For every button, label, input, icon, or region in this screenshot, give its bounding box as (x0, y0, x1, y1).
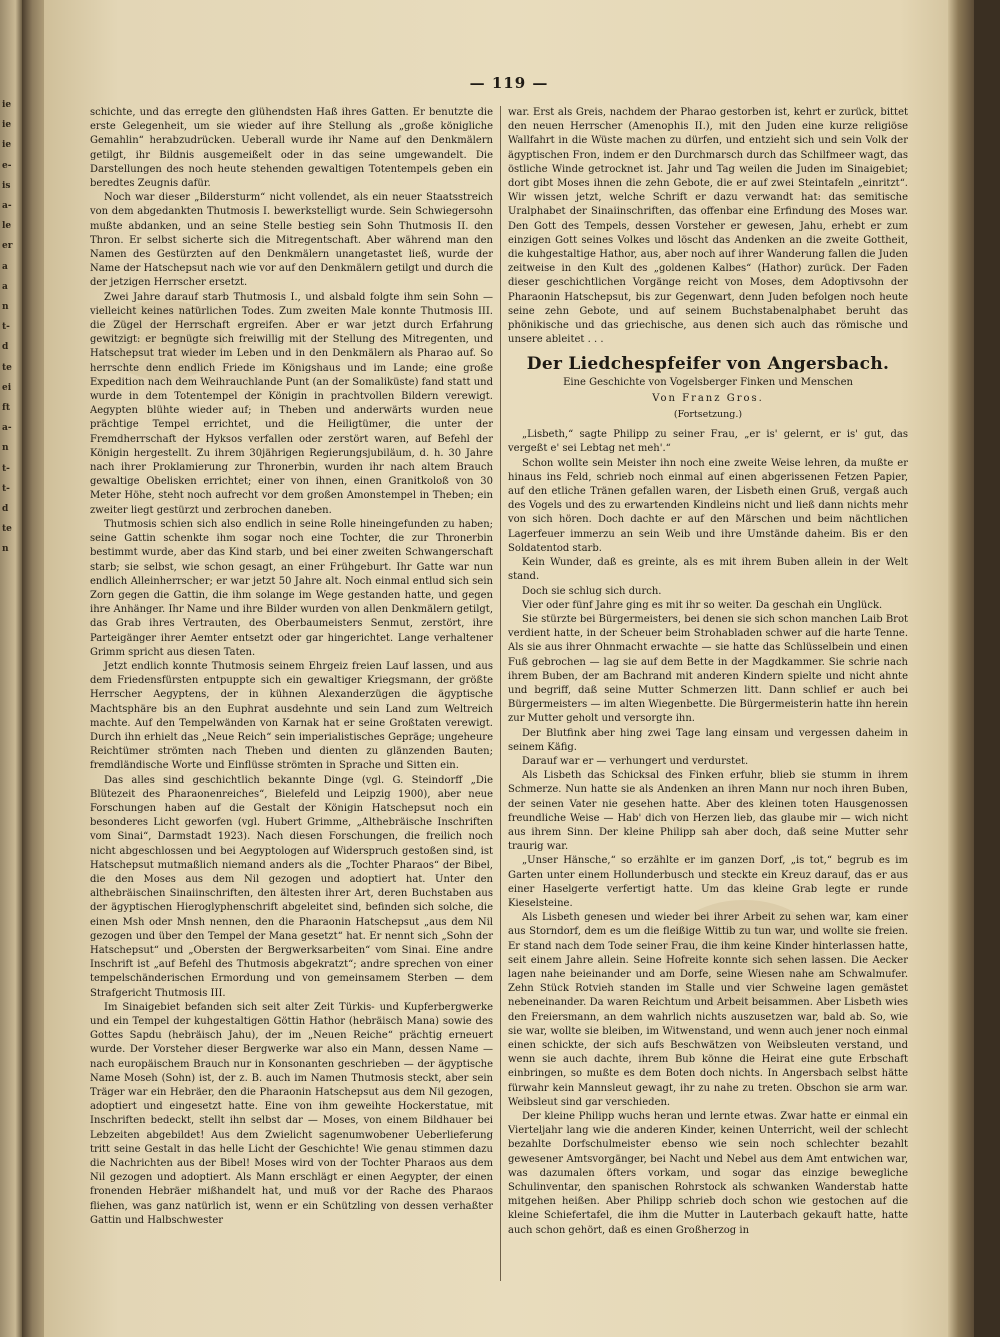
column-divider (500, 106, 501, 1281)
story-paragraph: Kein Wunder, daß es greinte, als es mit ihrem Buben allein in der Welt stand. (508, 557, 908, 583)
story-paragraph: Darauf war er — verhungert und verdurstet. (522, 755, 749, 767)
article-paragraph: war. Erst als Greis, nachdem der Pharao gestorben ist, kehrt er zurück, bittet den neuen Herrscher (Amenophis II.), mit den Juden eine kurze religiöse Wallfahrt in die Wüste machen zu dürfen, und entzieht sich und sein Volk der ägyptischen Fron, indem er den Durchmarsch durch das Schilfmeer wagt, das östliche Winde getrocknet ist. Jahr und Tag weilen die Juden im Sinaigebiet; dort gibt Moses ihnen die zehn Gebote, die er auf zwei Steintafeln „einritzt“. Wir wissen jetzt, welche Schrift er dazu verwandt hat: das semitische Uralphabet der Sinaiinschriften, das offenbar eine Erfindung des Moses war. Den Gott des Tempels, dessen Vorsteher er gewesen, Jahu, erhebt er zum einzigen Gott seines Volkes und löscht das Andenken an die zweite Gottheit, die kuhgestaltige Hathor, aus, aber noch auf ihrer Wanderung fallen die Juden zeitweise in den Kult des „goldenen Kalbes“ (Hathor) zurück. Der Faden dieser geschichtlichen Vorgänge reicht von Moses, dem Adoptivsohn der Pharaonin Hatschepsut, bis zur Gegenwart, denn Juden befolgen noch heute seine zehn Gebote, und auf seinem Buchstabenalphabet beruht das phönikische und das griechische, aus denen sich auch das römische und unsere ableitet . . . (508, 107, 908, 346)
article-paragraph: Jetzt endlich konnte Thutmosis seinem Ehrgeiz freien Lauf lassen, und aus dem Friedensfürsten entpuppte sich ein gewaltiger Kriegsmann, der größte Herrscher Aegyptens, der in kühnen Alexanderzügen die ägyptische Machtsphäre bis an den Euphrat ausdehnte und sein Land zum Weltreich machte. Auf den Tempelwänden von Karnak hat er seine Großtaten verewigt. Durch ihn erhielt das „Neue Reich“ sein imperialistisches Gepräge; ungeheure Reichtümer strömten nach Theben und dienten zu glänzenden Bauten; fremdländische Worte und Einflüsse strömten in Sprache und Sitten ein. (90, 660, 493, 772)
previous-page-edge (0, 0, 22, 1337)
article-paragraph: Noch war dieser „Bildersturm“ nicht vollendet, als ein neuer Staatsstreich von dem abgedankten Thutmosis I. bewerkstelligt wurde. Sein Schwiegersohn mußte abdanken, und an seine Stelle bestieg sein Sohn Thutmosis II. den Thron. Er selbst sicherte sich die Mitregentschaft. Aber während man den Namen des Gestürzten auf den Denkmälern unangetastet ließ, wurde der Name der Hatschepsut nach wie vor auf den Denkmälern getilgt und durch die der jetzigen Herrscher ersetzt. (90, 192, 493, 289)
story-paragraph: Schon wollte sein Meister ihn noch eine zweite Weise lehren, da mußte er hinaus ins Feld, schrieb noch einmal auf einen abgerissenen Fetzen Papier, auf den etliche Tränen gefallen waren, der Lisbeth einen Gruß, vergaß auch des Vogels und des zu erwartenden Kindleins nicht und ließ dann nichts mehr von sich hören. Doch dachte er auf den Märschen und beim nächtlichen Lagerfeuer immerzu an sein Weib und ihre Umstände daheim. Bis er den Soldatentod starb. (508, 457, 908, 554)
previous-page-fragments: ie ie ie e- is a- le er a a n t- d te ei ft a- n t- t- d te n (2, 100, 13, 555)
story-paragraph: Als Lisbeth das Schicksal des Finken erfuhr, blieb sie stumm in ihrem Schmerze. Nun hatte sie als Andenken an ihren Mann nur noch ihren Buben, der seinen Vater nie gesehen hatte. Aber des kleinen toten Hausgenossen freundliche Weise — Hab' dich von Herzen lieb, das glaube mir — wich nicht aus ihrem Sinn. Der kleine Philipp sah aber doch, daß seine Mutter sehr traurig war. (508, 770, 908, 853)
story-paragraph: „Unser Hänsche,“ so erzählte er im ganzen Dorf, „is tot,“ begrub es im Garten unter einem Hollunderbusch und steckte ein Kreuz darauf, das er aus einer Haselgerte verfertigt hatte. Um das kleine Grab legte er runde Kieselsteine. (508, 855, 908, 909)
story-paragraph: Als Lisbeth genesen und wieder bei ihrer Arbeit zu sehen war, kam einer aus Storndorf, dem es um die fleißige Wittib zu tun war, und wollte sie freien. Er stand nach dem Tode seiner Frau, die ihm keine Kinder hinterlassen hatte, seit einem Jahre allein. Seine Hofreite konnte sich sehen lassen. Die Aecker lagen nahe beieinander und am Dorfe, seine Wiesen nahe am Schwalmufer. Zehn Stück Rotvieh standen im Stalle und vier Schweine lagen gemästet nebeneinander. Da waren Reichtum und Arbeit beisammen. Aber Lisbeth wies den Freiersmann, an dem wahrlich nichts auszusetzen war, bald ab. So, wie sie war, wollte sie bleiben, im Witwenstand, und wenn auch jener noch einmal einen schickte, der sich aufs Beschwätzen von Weibsleuten verstand, und wenn sie auch dachte, ihrem Bub könne die Heirat eine gute Erbschaft einbringen, so mußte es dem Boten doch nichts. In Angersbach selbst hätte fürwahr kein Mannsleut gewagt, ihr zu nahe zu treten. Obschon sie arm war. Weibsleut sind gar verschieden. (508, 912, 908, 1108)
page-right-edge (948, 0, 974, 1337)
page-number: — 119 — (469, 74, 549, 92)
article-paragraph: Im Sinaigebiet befanden sich seit alter Zeit Türkis- und Kupferbergwerke und ein Tempel der kuhgestaltigen Göttin Hathor (hebräisch Mana) sowie des Gottes Sapdu (hebräisch Jahu), der im „Neuen Reiche“ prächtig erneuert wurde. Der Vorsteher dieser Bergwerke war also ein Mann, dessen Name — nach europäischem Brauch nur in Konsonanten geschrieben — der ägyptische Name Moseh (Sohn) ist, der z. B. auch im Namen Thutmosis steckt, aber sein Träger war ein Hebräer, den die Pharaonin Hatschepsut aus dem Nil gezogen, adoptiert und eingesetzt hatte. Eine von ihm geweihte Hockerstatue, mit Inschriften bedeckt, stellt ihn selbst dar — Moses, von einem Bildhauer bei Lebzeiten abgebildet! Aus dem Zwielicht sagenumwobener Ueberlieferung tritt seine Gestalt in das helle Licht der Geschichte! Wie genau stimmen dazu die Nachrichten aus der Bibel! Moses wird von der Tochter Pharaos aus dem Nil gezogen und adoptiert. Als Mann erschlägt er einen Aegypter, der einen fronenden Hebräer mißhandelt hat, und muß vor der Rache des Pharaos fliehen, was ganz natürlich ist, wenn er ein Schützling von dessen verhaßter Gattin und Halbschwester (90, 1001, 493, 1226)
right-column (508, 106, 908, 1296)
article-paragraph: schichte, und das erregte den glühendsten Haß ihres Gatten. Er benutzte die erste Gelegenheit, um sie wieder auf ihre Stellung als „große königliche Gemahlin“ herabzudrücken. Ueberall wurde ihr Name auf den Denkmälern getilgt, ihr Bildnis ausgemeißelt oder in das seine umgewandelt. Die Darstellungen des noch heute stehenden gewaltigen Totentempels geben ein beredtes Zeugnis dafür. (90, 107, 493, 190)
story-paragraph: „Lisbeth,“ sagte Philipp zu seiner Frau, „er is' gelernt, er is' gut, das vergeßt e' sei Lebtag net meh'.“ (508, 429, 908, 455)
story-title: Der Liedchespfeifer von Angersbach. (526, 354, 890, 375)
page (44, 0, 974, 1337)
story-author: Von Franz Gros. (652, 392, 764, 404)
story-subtitle: Eine Geschichte von Vogelsberger Finken und Menschen (563, 376, 853, 388)
story-paragraph: Der Blutfink aber hing zwei Tage lang einsam und vergessen daheim in seinem Käfig. (508, 727, 908, 753)
story-continuation-note: (Fortsetzung.) (673, 409, 743, 421)
story-paragraph: Vier oder fünf Jahre ging es mit ihr so weiter. Da geschah ein Unglück. (522, 599, 883, 611)
story-paragraph: Der kleine Philipp wuchs heran und lernte etwas. Zwar hatte er einmal ein Vierteljahr lang wie die anderen Kinder, keinen Unterricht, weil der schlecht bezahlte Dorfschulmeister ebenso wie sein noch schlechter bezahlt gewesener Amtsvorgänger, bei Nacht und Nebel aus dem Amt entwichen war, was dazumalen öfters vorkam, und sogar das einzige bewegliche Schulinventar, den spanischen Rohrstock als schwanken Wanderstab hatte mitgehen heißen. Aber Philipp schrieb doch schon wie gestochen auf die kleine Schiefertafel, die ihm die Mutter in Lauterbach gekauft hatte, hatte auch schon gehört, daß es einen Großherzog in (508, 1111, 908, 1236)
article-paragraph: Thutmosis schien sich also endlich in seine Rolle hineingefunden zu haben; seine Gattin schenkte ihm sogar noch eine Tochter, die zur Thronerbin bestimmt wurde, aber das Kind starb, und bei einer zweiten Schwangerschaft starb; sie selbst, wie schon gesagt, an einer Frühgeburt. Ihr Gatte war nun endlich Alleinherrscher; er war jetzt 50 Jahre alt. Noch einmal entlud sich sein Zorn gegen die Gattin, die ihm solange im Wege gestanden hatte, und gegen ihre Anhänger. Ihr Name und ihre Bilder wurden von allen Denkmälern getilgt, das Grab ihres Vertrauten, des Oberbaumeisters Senmut, zerstört, ihre Parteigänger ihrer Aemter entsetzt oder gar hingerichtet. Lange verhaltener Grimm spricht aus diesen Taten. (90, 518, 493, 658)
article-paragraph: Zwei Jahre darauf starb Thutmosis I., und alsbald folgte ihm sein Sohn — vielleicht keines natürlichen Todes. Zum zweiten Male konnte Thutmosis III. die Zügel der Herrschaft ergreifen. Aber er war jetzt durch Erfahrung gewitzigt: er begnügte sich freiwillig mit der Stellung des Mitregenten, und Hatschepsut trat wieder im Leben und in den Denkmälern als Pharao auf. So herrschte denn endlich Friede im Königshaus und im Lande; eine große Expedition nach dem Weihrauchlande Punt (an der Somaliküste) fand statt und wurde in dem Totentempel der Königin in prachtvollen Bildern verewigt. Aegypten blühte wieder auf; in Theben und anderwärts wurden neue prächtige Tempel errichtet, und die Heiligtümer, die unter der Fremdherrschaft der Hyksos verfallen oder zerstört waren, auf Befehl der Königin hergestellt. Zu ihrem 30jährigen Regierungsjubiläum, d. h. 30 Jahre nach ihrer Proklamierung zur Thronerbin, wurden ihr nach altem Brauch gewaltige Obelisken errichtet; einer von ihnen, einen Granitkoloß von 30 Meter Höhe, steht noch aufrecht vor dem großen Amonstempel in Theben; ein zweiter liegt gestürzt und zerbrochen daneben. (90, 291, 493, 516)
story-paragraph: Sie stürzte bei Bürgermeisters, bei denen sie sich schon manchen Laib Brot verdient hatte, in der Scheuer beim Strohabladen schwer auf die harte Tenne. Als sie aus ihrer Ohnmacht erwachte — sie hatte das Schlüsselbein und einen Fuß gebrochen — lag sie auf dem Bette in der Magdkammer. Sie schrie nach ihrem Buben, der am Bachrand mit anderen Kindern spielte und nicht ahnte und begriff, daß seine Mutter Schmerzen litt. Dann schlief er auch bei Bürgermeisters — im alten Wiegenbette. Die Bürgermeisterin hatte ihn herein zur Mutter geholt und versorgte ihn. (508, 613, 908, 725)
article-paragraph: Das alles sind geschichtlich bekannte Dinge (vgl. G. Steindorff „Die Blütezeit des Pharaonenreiches“, Bielefeld und Leipzig 1900), aber neue Forschungen haben auf die Gestalt der Königin Hatschepsut noch ein besonderes Licht geworfen (vgl. Hubert Grimme, „Althebräische Inschriften vom Sinai“, Darmstadt 1923). Nach diesen Forschungen, die freilich noch nicht abgeschlossen und bei Aegyptologen auf Widerspruch gestoßen sind, ist Hatschepsut mutmaßlich niemand anders als die „Tochter Pharaos“ der Bibel, die den Moses aus dem Nil gezogen und adoptiert hat. Unter den althebräischen Sinaiinschriften, den ältesten ihrer Art, deren Buchstaben aus der ägyptischen Hieroglyphenschrift abgeleitet sind, befinden sich solche, die einen Msh oder Mnsh nennen, den die Pharaonin Hatschepsut „aus dem Nil gezogen und über den Tempel der Mana gesetzt“ hat. Er nennt sich „Sohn der Hatschepsut“ und „Obersten der Bergwerksarbeiten“ vom Sinai. Eine andre Inschrift ist „auf Befehl des Thutmosis abgekratzt“; andre sprechen von einer tempelschänderischen Ermordung und von gemeinsamem Sterben — dem Strafgericht Thutmosis III. (90, 774, 493, 999)
story-paragraph: Doch sie schlug sich durch. (522, 585, 662, 597)
left-column (90, 106, 493, 1296)
